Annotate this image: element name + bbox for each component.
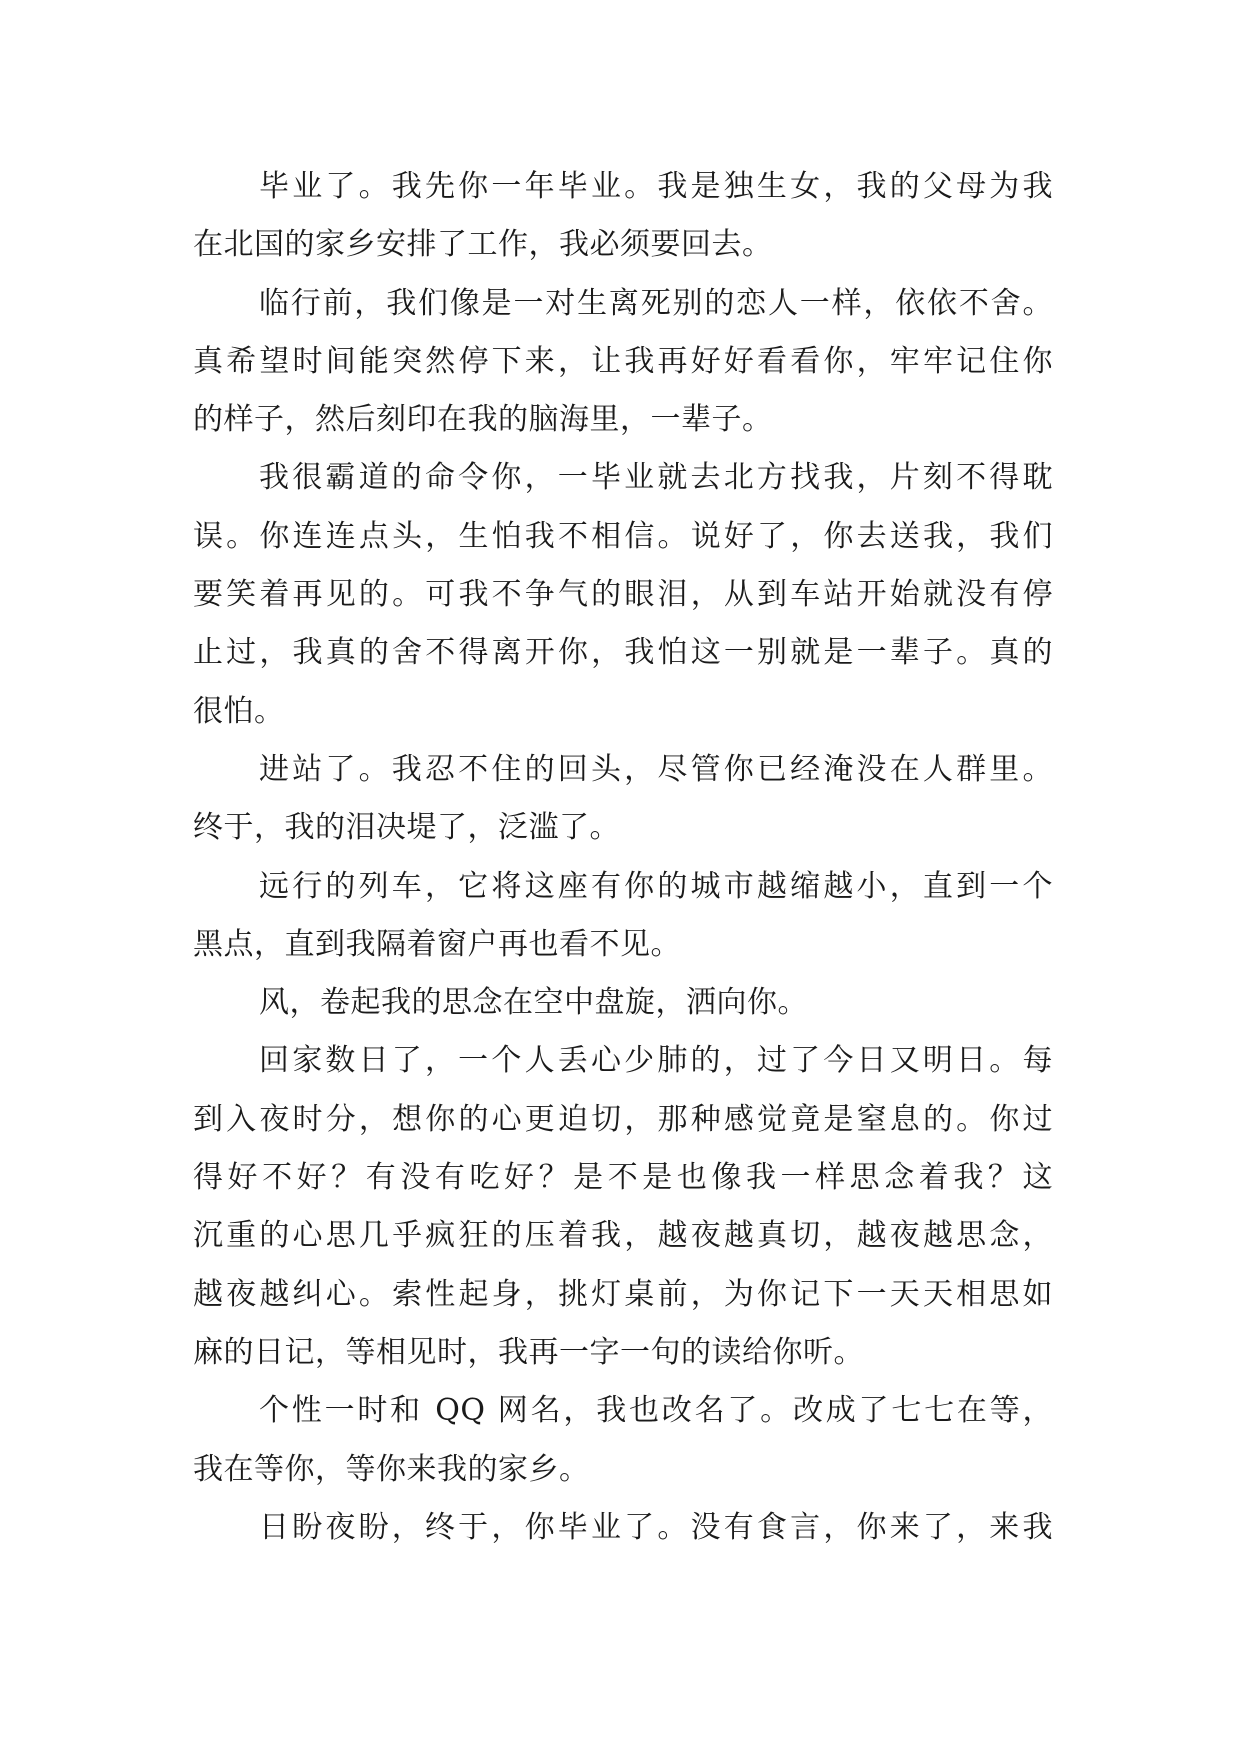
text-line: 我很霸道的命令你，一毕业就去北方找我，片刻不得耽 [259, 460, 1053, 496]
text-line: 要笑着再见的。可我不争气的眼泪，从到车站开始就没有停 [193, 577, 1053, 613]
paragraph [193, 741, 1053, 858]
text-line: 进站了。我忍不住的回头，尽管你已经淹没在人群里。 [259, 751, 1053, 787]
text-line: 日盼夜盼，终于，你毕业了。没有食言，你来了，来我 [259, 1509, 1053, 1545]
text-line: 毕业了。我先你一年毕业。我是独生女，我的父母为我 [259, 169, 1053, 204]
text-line: 临行前，我们像是一对生离死别的恋人一样，依依不舍。 [259, 285, 1053, 321]
text-line: 个性一时和 QQ 网名，我也改名了。改成了七七在等， [259, 1393, 1053, 1429]
text-line: 回家数日了，一个人丢心少肺的，过了今日又明日。每 [259, 1043, 1053, 1079]
paragraph [193, 275, 1053, 450]
text-line: 的样子，然后刻印在我的脑海里，一辈子。 [193, 402, 773, 438]
paragraph [193, 858, 1053, 975]
text-line: 风，卷起我的思念在空中盘旋，洒向你。 [259, 985, 808, 1021]
paragraph [193, 1032, 1053, 1382]
paragraph [193, 1499, 1053, 1557]
text-line: 沉重的心思几乎疯狂的压着我，越夜越真切，越夜越思念， [193, 1218, 1053, 1254]
text-line: 得好不好？有没有吃好？是不是也像我一样思念着我？这 [193, 1160, 1053, 1196]
text-line: 很怕。 [193, 693, 285, 729]
text-line: 止过，我真的舍不得离开你，我怕这一别就是一辈子。真的 [193, 635, 1053, 671]
paragraph [193, 158, 1053, 275]
text-line: 在北国的家乡安排了工作，我必须要回去。 [193, 227, 773, 263]
text-line: 真希望时间能突然停下来，让我再好好看看你，牢牢记住你 [193, 343, 1053, 379]
text-line: 麻的日记，等相见时，我再一字一句的读给你听。 [193, 1334, 864, 1370]
text-line: 越夜越纠心。索性起身，挑灯桌前，为你记下一天天相思如 [193, 1276, 1053, 1312]
document-body [193, 158, 1053, 1557]
text-line: 误。你连连点头，生怕我不相信。说好了，你去送我，我们 [193, 518, 1053, 554]
text-line: 我在等你，等你来我的家乡。 [193, 1451, 590, 1487]
paragraph [193, 974, 1053, 1032]
paragraph [193, 449, 1053, 740]
paragraph [193, 1382, 1053, 1499]
text-line: 到入夜时分，想你的心更迫切，那种感觉竟是窒息的。你过 [193, 1101, 1053, 1137]
text-line: 远行的列车，它将这座有你的城市越缩越小，直到一个 [259, 868, 1053, 904]
text-line: 终于，我的泪决堤了，泛滥了。 [193, 810, 620, 846]
text-line: 黑点，直到我隔着窗户再也看不见。 [193, 926, 681, 962]
